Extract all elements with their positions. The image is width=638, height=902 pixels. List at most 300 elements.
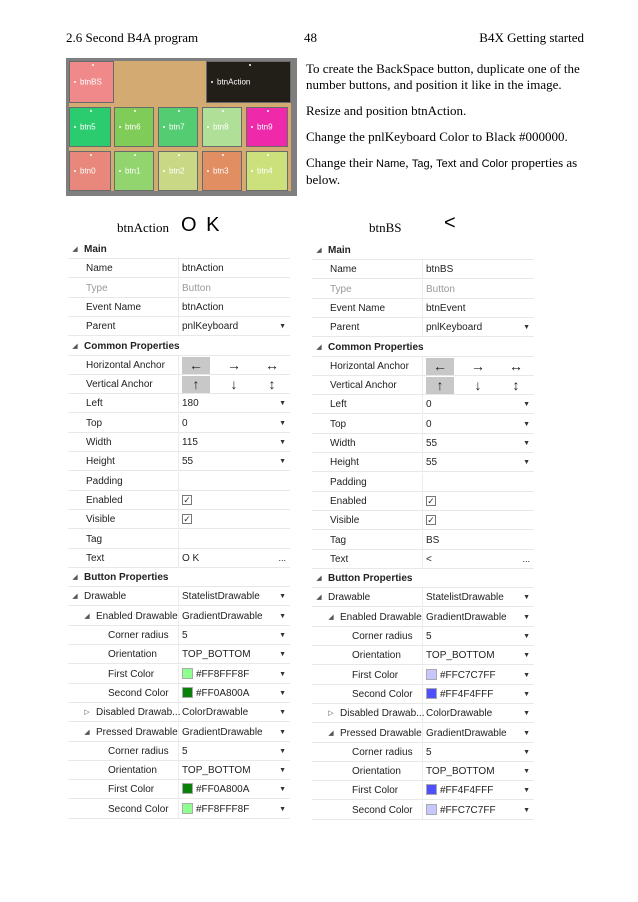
property-row[interactable] [312, 550, 534, 569]
property-name: Height [330, 457, 359, 469]
anchor-right-icon[interactable]: → [227, 356, 241, 373]
column-divider [178, 800, 179, 818]
color-hex: #FF4F4FFF [440, 785, 494, 797]
property-row[interactable] [68, 298, 290, 317]
properties-panel-btnbs[interactable] [312, 241, 534, 821]
property-row[interactable] [312, 260, 534, 279]
property-row[interactable] [312, 569, 534, 588]
property-value[interactable]: < [426, 553, 432, 565]
property-value[interactable]: Button [426, 283, 455, 295]
anchor-left-icon[interactable]: ← [182, 357, 210, 374]
property-value[interactable]: ColorDrawable [426, 708, 493, 720]
property-row[interactable] [312, 241, 534, 260]
anchor-both-vertical-icon[interactable]: ↕ [512, 377, 520, 394]
keyboard-button[interactable] [158, 151, 198, 191]
column-divider [422, 473, 423, 491]
property-row[interactable] [312, 280, 534, 299]
property-row[interactable] [68, 568, 290, 587]
column-divider [422, 762, 423, 780]
handle-dot [119, 170, 121, 172]
dropdown-arrow-icon[interactable]: ▼ [523, 613, 530, 621]
dropdown-arrow-icon[interactable]: ▼ [523, 787, 530, 795]
color-hex: #FF0A800A [196, 784, 250, 796]
property-name: Name [330, 264, 357, 276]
column-divider [422, 511, 423, 529]
checkbox[interactable]: ✓ [183, 514, 191, 525]
column-divider [178, 665, 179, 683]
color-hex: #FF4F4FFF [440, 688, 494, 700]
section-header: Common Properties [328, 341, 424, 353]
handle-dot [134, 110, 136, 112]
dropdown-arrow-icon[interactable]: ▼ [279, 612, 286, 620]
property-name: Orientation [352, 650, 401, 662]
collapsed-icon[interactable]: ▷ [328, 710, 334, 718]
color-swatch [182, 803, 193, 814]
property-value[interactable]: 55 [426, 438, 438, 449]
property-name: Drawable [328, 592, 371, 604]
color-value[interactable] [182, 780, 249, 799]
page-number: 48 [304, 30, 317, 45]
property-value[interactable]: GradientDrawable [426, 727, 507, 739]
property-value[interactable]: StatelistDrawable [182, 591, 260, 603]
instr-text-prop: Text [436, 158, 457, 170]
column-divider [422, 550, 423, 568]
property-value[interactable]: TOP_BOTTOM [182, 765, 251, 777]
keyboard-button[interactable] [246, 107, 288, 147]
handle-dot [90, 110, 92, 112]
property-row[interactable] [312, 299, 534, 318]
property-row[interactable] [312, 511, 534, 530]
property-row[interactable] [68, 761, 290, 780]
instr-post: properties as below. [306, 155, 578, 187]
property-row[interactable] [312, 338, 534, 357]
keyboard-button-label: btn4 [257, 166, 273, 176]
color-hex: #FF8FFF8F [196, 668, 250, 680]
checkbox[interactable]: ✓ [427, 515, 435, 526]
property-row[interactable] [68, 375, 290, 394]
property-row[interactable] [68, 279, 290, 298]
property-name: Corner radius [352, 631, 413, 642]
property-row[interactable] [312, 724, 534, 743]
left-caption: btnAction [117, 220, 169, 235]
handle-dot [134, 154, 136, 156]
property-row[interactable] [312, 395, 534, 414]
anchor-right-icon[interactable]: → [471, 357, 485, 374]
property-name: Width [86, 437, 112, 448]
property-row[interactable] [68, 356, 290, 375]
property-value[interactable]: StatelistDrawable [426, 592, 504, 604]
dropdown-arrow-icon[interactable]: ▼ [279, 323, 286, 331]
handle-dot [251, 170, 253, 172]
anchor-both-vertical-icon[interactable]: ↕ [268, 376, 276, 393]
handle-dot [267, 110, 269, 112]
keyboard-button-label: btn3 [213, 166, 229, 176]
property-row[interactable] [68, 240, 290, 259]
handle-dot [74, 170, 76, 172]
dropdown-arrow-icon[interactable]: ▼ [279, 747, 286, 755]
property-row[interactable] [312, 608, 534, 627]
color-hex: #FF0A800A [196, 687, 250, 699]
dropdown-arrow-icon[interactable]: ▼ [523, 420, 530, 428]
column-divider [422, 627, 423, 645]
section-header: Main [84, 244, 107, 255]
handle-dot [119, 126, 121, 128]
property-row[interactable] [312, 473, 534, 492]
keyboard-button-label: btnBS [80, 77, 102, 87]
property-row[interactable] [312, 434, 534, 453]
property-row[interactable] [68, 337, 290, 356]
property-row[interactable] [312, 588, 534, 607]
property-name: Text [86, 552, 105, 564]
dropdown-arrow-icon[interactable]: ▼ [523, 690, 530, 698]
color-value[interactable] [182, 800, 249, 819]
ellipsis-button[interactable]: ... [522, 553, 530, 564]
dropdown-arrow-icon[interactable]: ▼ [279, 689, 286, 697]
expand-icon[interactable]: ◢ [316, 594, 322, 602]
property-value[interactable]: 115 [182, 437, 198, 448]
column-divider [178, 549, 179, 567]
property-name: Tag [330, 534, 347, 546]
color-value[interactable] [182, 684, 249, 703]
handle-dot [222, 110, 224, 112]
property-name: Second Color [108, 687, 169, 699]
property-name: Enabled [86, 494, 123, 506]
keyboard-button[interactable] [114, 107, 154, 147]
property-row[interactable] [68, 780, 290, 799]
expand-icon[interactable]: ◢ [316, 247, 322, 254]
column-divider [422, 608, 423, 626]
column-divider [422, 646, 423, 664]
keyboard-button[interactable] [202, 107, 242, 147]
column-divider [422, 801, 423, 819]
color-swatch [182, 687, 193, 698]
expand-icon[interactable]: ◢ [84, 612, 90, 620]
property-name: Horizontal Anchor [86, 359, 165, 371]
keyboard-button-label: btn9 [257, 122, 273, 132]
property-value[interactable]: 55 [426, 457, 438, 469]
properties-panel-btnaction[interactable] [68, 240, 290, 820]
property-row[interactable] [68, 703, 290, 722]
column-divider [422, 743, 423, 761]
property-row[interactable] [312, 762, 534, 781]
handle-dot [222, 154, 224, 156]
property-row[interactable] [68, 491, 290, 510]
handle-dot [92, 64, 94, 66]
property-value[interactable]: 5 [426, 746, 432, 758]
property-value[interactable]: btnBS [426, 264, 454, 276]
dropdown-arrow-icon[interactable]: ▼ [279, 458, 286, 466]
checkbox[interactable]: ✓ [427, 495, 435, 506]
property-value[interactable]: btnEvent [426, 302, 466, 314]
dropdown-arrow-icon[interactable]: ▼ [523, 806, 530, 814]
column-divider [422, 415, 423, 433]
property-name: Tag [86, 533, 103, 545]
property-row[interactable] [68, 665, 290, 684]
column-divider [422, 685, 423, 703]
property-name: Second Color [108, 803, 169, 815]
property-value[interactable]: 5 [426, 631, 432, 642]
property-value[interactable]: GradientDrawable [182, 726, 263, 738]
handle-dot [178, 110, 180, 112]
property-value[interactable]: Button [182, 282, 211, 294]
keyboard-button[interactable] [202, 151, 242, 191]
keyboard-button-label: btn5 [80, 122, 96, 132]
property-row[interactable] [312, 415, 534, 434]
pnl-keyboard [69, 61, 291, 191]
keyboard-button[interactable] [69, 151, 111, 191]
expand-icon[interactable]: ◢ [328, 613, 334, 621]
dropdown-arrow-icon[interactable]: ▼ [279, 439, 286, 446]
instr-text: Change their [306, 155, 377, 170]
property-name: Pressed Drawable [96, 726, 178, 738]
property-row[interactable] [68, 723, 290, 742]
column-divider [178, 645, 179, 663]
dropdown-arrow-icon[interactable]: ▼ [279, 651, 286, 659]
checkbox[interactable]: ✓ [183, 494, 191, 505]
column-divider [178, 394, 179, 412]
property-name: Type [86, 282, 108, 294]
property-row[interactable] [68, 587, 290, 606]
column-divider [178, 279, 179, 297]
property-row[interactable] [68, 800, 290, 819]
property-value[interactable]: 5 [182, 745, 188, 757]
property-name: Drawable [84, 591, 127, 603]
column-divider [178, 607, 179, 625]
property-row[interactable] [68, 626, 290, 645]
anchor-both-horizontal-icon[interactable]: ↔ [265, 356, 279, 373]
color-value[interactable] [182, 665, 249, 684]
property-value[interactable]: 0 [182, 417, 188, 429]
expand-icon[interactable]: ◢ [72, 593, 78, 601]
expand-icon[interactable]: ◢ [316, 575, 322, 583]
color-value[interactable] [426, 781, 493, 800]
property-value[interactable]: pnlKeyboard [182, 321, 239, 333]
property-row[interactable] [312, 357, 534, 376]
column-divider [422, 260, 423, 278]
column-divider [178, 510, 179, 528]
keyboard-button-label: btn2 [169, 166, 185, 176]
anchor-top-icon[interactable]: ↑ [182, 376, 210, 393]
column-divider [178, 433, 179, 451]
property-row[interactable] [68, 607, 290, 626]
dropdown-arrow-icon[interactable]: ▼ [279, 400, 286, 408]
keyboard-button[interactable] [206, 61, 291, 103]
property-row[interactable] [312, 685, 534, 704]
property-value[interactable]: TOP_BOTTOM [426, 650, 495, 662]
anchor-left-icon[interactable]: ← [426, 358, 454, 375]
dropdown-arrow-icon[interactable]: ▼ [279, 728, 286, 736]
property-row[interactable] [312, 666, 534, 685]
dropdown-arrow-icon[interactable]: ▼ [279, 593, 286, 601]
dropdown-arrow-icon[interactable]: ▼ [523, 748, 530, 756]
column-divider [178, 472, 179, 490]
page-header [66, 30, 584, 46]
property-row[interactable] [68, 549, 290, 568]
property-row[interactable] [312, 704, 534, 723]
expand-icon[interactable]: ◢ [84, 728, 90, 736]
expand-icon[interactable]: ◢ [328, 729, 334, 737]
property-value[interactable]: btnAction [182, 263, 224, 275]
column-divider [178, 684, 179, 702]
property-name: Visible [86, 514, 116, 526]
property-row[interactable] [68, 394, 290, 413]
property-value[interactable]: GradientDrawable [426, 611, 507, 623]
property-name: Parent [86, 321, 116, 333]
property-name: First Color [352, 785, 399, 797]
property-name: Corner radius [108, 745, 169, 757]
property-row[interactable] [312, 801, 534, 820]
anchor-both-horizontal-icon[interactable]: ↔ [509, 357, 523, 374]
instr-name: Name [376, 158, 406, 170]
column-divider [178, 530, 179, 548]
anchor-bottom-icon[interactable]: ↓ [474, 377, 482, 394]
property-row[interactable] [68, 472, 290, 491]
handle-dot [251, 126, 253, 128]
property-value[interactable]: ColorDrawable [182, 707, 249, 719]
dropdown-arrow-icon[interactable]: ▼ [523, 324, 530, 332]
property-name: Visible [330, 515, 360, 527]
property-value[interactable]: 180 [182, 398, 199, 410]
instruction-2: Resize and position btnAction. [306, 103, 467, 118]
column-divider [178, 626, 179, 644]
property-row[interactable] [312, 453, 534, 472]
property-row[interactable] [68, 645, 290, 664]
property-name: Type [330, 283, 352, 295]
dropdown-arrow-icon[interactable]: ▼ [523, 652, 530, 660]
property-row[interactable] [312, 376, 534, 395]
property-value[interactable]: 0 [426, 418, 432, 430]
right-caption: btnBS [369, 220, 402, 235]
property-value[interactable]: GradientDrawable [182, 610, 263, 622]
property-row[interactable] [68, 684, 290, 703]
property-row[interactable] [68, 510, 290, 529]
property-row[interactable] [68, 452, 290, 471]
property-value[interactable]: 5 [182, 630, 188, 641]
property-name: Left [86, 398, 103, 410]
column-divider [178, 375, 179, 393]
collapsed-icon[interactable]: ▷ [84, 709, 90, 717]
right-caption-glyph: < [444, 212, 456, 234]
column-divider [178, 780, 179, 798]
dropdown-arrow-icon[interactable]: ▼ [279, 805, 286, 813]
dropdown-arrow-icon[interactable]: ▼ [279, 632, 286, 639]
property-row[interactable] [312, 781, 534, 800]
property-row[interactable] [312, 627, 534, 646]
property-value[interactable]: 0 [426, 399, 432, 411]
dropdown-arrow-icon[interactable]: ▼ [523, 671, 530, 679]
ellipsis-button[interactable]: ... [278, 552, 286, 563]
property-name: Enabled Drawable [96, 610, 178, 622]
property-value[interactable]: 55 [182, 456, 194, 468]
property-name: Corner radius [352, 746, 413, 758]
property-name: Text [330, 553, 349, 565]
dropdown-arrow-icon[interactable]: ▼ [523, 729, 530, 737]
color-value[interactable] [426, 685, 493, 704]
property-name: Padding [330, 476, 367, 488]
instructions [306, 61, 588, 198]
keyboard-button[interactable] [114, 151, 154, 191]
property-value[interactable]: TOP_BOTTOM [426, 766, 495, 778]
keyboard-button[interactable] [69, 107, 111, 147]
color-swatch [182, 668, 193, 679]
dropdown-arrow-icon[interactable]: ▼ [279, 767, 286, 775]
property-row[interactable] [312, 646, 534, 665]
keyboard-button[interactable] [246, 151, 288, 191]
property-name: Width [330, 438, 356, 449]
keyboard-button-label: btn0 [80, 166, 96, 176]
property-row[interactable] [68, 259, 290, 278]
dropdown-arrow-icon[interactable]: ▼ [279, 419, 286, 427]
dropdown-arrow-icon[interactable]: ▼ [279, 670, 286, 678]
anchor-top-icon[interactable]: ↑ [426, 377, 454, 394]
property-row[interactable] [68, 530, 290, 549]
dropdown-arrow-icon[interactable]: ▼ [523, 401, 530, 409]
column-divider [422, 357, 423, 375]
expand-icon[interactable]: ◢ [72, 574, 78, 582]
expand-icon[interactable]: ◢ [72, 246, 78, 253]
property-row[interactable] [312, 743, 534, 762]
property-row[interactable] [68, 317, 290, 336]
color-value[interactable] [426, 666, 496, 685]
property-row[interactable] [68, 433, 290, 452]
color-value[interactable] [426, 801, 496, 820]
handle-dot [211, 81, 213, 83]
dropdown-arrow-icon[interactable]: ▼ [523, 768, 530, 776]
property-name: First Color [108, 784, 155, 796]
dropdown-arrow-icon[interactable]: ▼ [523, 710, 530, 718]
property-value[interactable]: O K [182, 552, 200, 564]
column-divider [422, 588, 423, 606]
property-name: Corner radius [108, 630, 169, 641]
handle-dot [74, 126, 76, 128]
dropdown-arrow-icon[interactable]: ▼ [523, 594, 530, 602]
column-divider [422, 492, 423, 510]
instruction-4 [306, 155, 588, 188]
dropdown-arrow-icon[interactable]: ▼ [523, 633, 530, 640]
dropdown-arrow-icon[interactable]: ▼ [523, 459, 530, 467]
column-divider [422, 453, 423, 471]
property-value[interactable]: pnlKeyboard [426, 322, 483, 334]
color-swatch [426, 688, 437, 699]
column-divider [422, 376, 423, 394]
instr-color: Color [481, 158, 508, 170]
section-header: Common Properties [84, 340, 180, 352]
property-row[interactable] [68, 742, 290, 761]
property-value[interactable]: BS [426, 534, 440, 546]
keyboard-button[interactable] [69, 61, 114, 103]
property-value[interactable]: TOP_BOTTOM [182, 649, 251, 661]
anchor-bottom-icon[interactable]: ↓ [230, 376, 238, 393]
property-name: First Color [108, 668, 155, 680]
keyboard-button[interactable] [158, 107, 198, 147]
handle-dot [249, 64, 251, 66]
property-row[interactable] [312, 318, 534, 337]
property-name: Second Color [352, 688, 413, 700]
expand-icon[interactable]: ◢ [316, 343, 322, 351]
instr-tag: Tag [411, 158, 430, 170]
property-value[interactable]: btnAction [182, 301, 224, 313]
dropdown-arrow-icon[interactable]: ▼ [279, 786, 286, 794]
property-name: Name [86, 263, 113, 275]
dropdown-arrow-icon[interactable]: ▼ [523, 440, 530, 447]
property-row[interactable] [312, 492, 534, 511]
handle-dot [178, 154, 180, 156]
property-row[interactable] [68, 414, 290, 433]
dropdown-arrow-icon[interactable]: ▼ [279, 709, 286, 717]
property-row[interactable] [312, 531, 534, 550]
expand-icon[interactable]: ◢ [72, 342, 78, 350]
instr-comma: , [429, 155, 437, 170]
